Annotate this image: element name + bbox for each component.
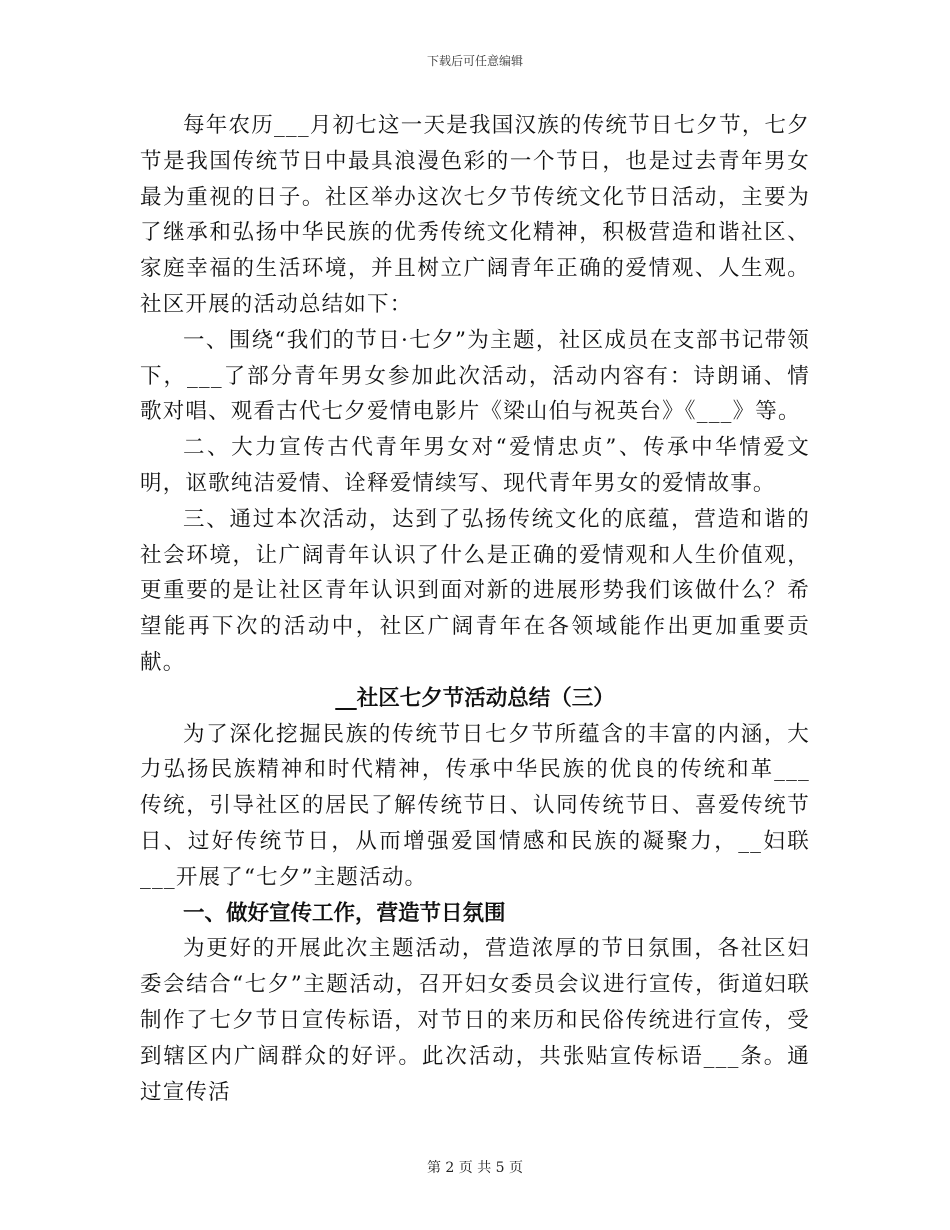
- page-header: 下载后可任意编辑: [426, 54, 523, 68]
- section-title: __社区七夕节活动总结（三）: [335, 685, 615, 711]
- paragraph-publicity: 为更好的开展此次主题活动，营造浓厚的节日氛围，各社区妇委会结合“七夕”主题活动，召开妇女委员会议进行宣传，街道妇联制作了七夕节日宣传标语，对节日的来历和民俗传统进行宣传，受到辖区内广阔群众的好评。此次活动，共张贴宣传标语___条。通过宣传活: [140, 936, 810, 1105]
- page-footer: 第 2 页 共 5 页: [426, 1160, 524, 1176]
- section-heading-1: 一、做好宣传工作，营造节日氛围: [183, 900, 506, 926]
- paragraph-intro: 每年农历___月初七这一天是我国汉族的传统节日七夕节，七夕节是我国传统节日中最具浪漫色彩的一个节日，也是过去青年男女最为重视的日子。社区举办这次七夕节传统文化节日活动，主要为了继承和弘扬中华民族的优秀传统文化精神，积极营造和谐社区、家庭幸福的生活环境，并且树立广阔青年正确的爱情观、人生观。社区开展的活动总结如下：: [140, 113, 810, 317]
- paragraph-section-intro: 为了深化挖掘民族的传统节日七夕节所蕴含的丰富的内涵，大力弘扬民族精神和时代精神，传承中华民族的优良的传统和革___传统，引导社区的居民了解传统节日、认同传统节日、喜爱传统节日、过好传统节日，从而增强爱国情感和民族的凝聚力，__妇联___开展了“七夕”主题活动。: [140, 721, 810, 890]
- paragraph-item-3: 三、通过本次活动，达到了弘扬传统文化的底蕴，营造和谐的社会环境，让广阔青年认识了什么是正确的爱情观和人生价值观，更重要的是让社区青年认识到面对新的进展形势我们该做什么？希望能再下次的活动中，社区广阔青年在各领域能作出更加重要贡献。: [140, 506, 810, 675]
- paragraph-item-1: 一、围绕“我们的节日·七夕”为主题，社区成员在支部书记带领下，___了部分青年男女参加此次活动，活动内容有：诗朗诵、情歌对唱、观看古代七夕爱情电影片《梁山伯与祝英台》《___》等。: [140, 327, 810, 425]
- paragraph-item-2: 二、大力宣传古代青年男女对“爱情忠贞”、传承中华情爱文明，讴歌纯洁爱情、诠释爱情续写、现代青年男女的爱情故事。: [140, 435, 810, 496]
- document-body: [140, 108, 810, 1110]
